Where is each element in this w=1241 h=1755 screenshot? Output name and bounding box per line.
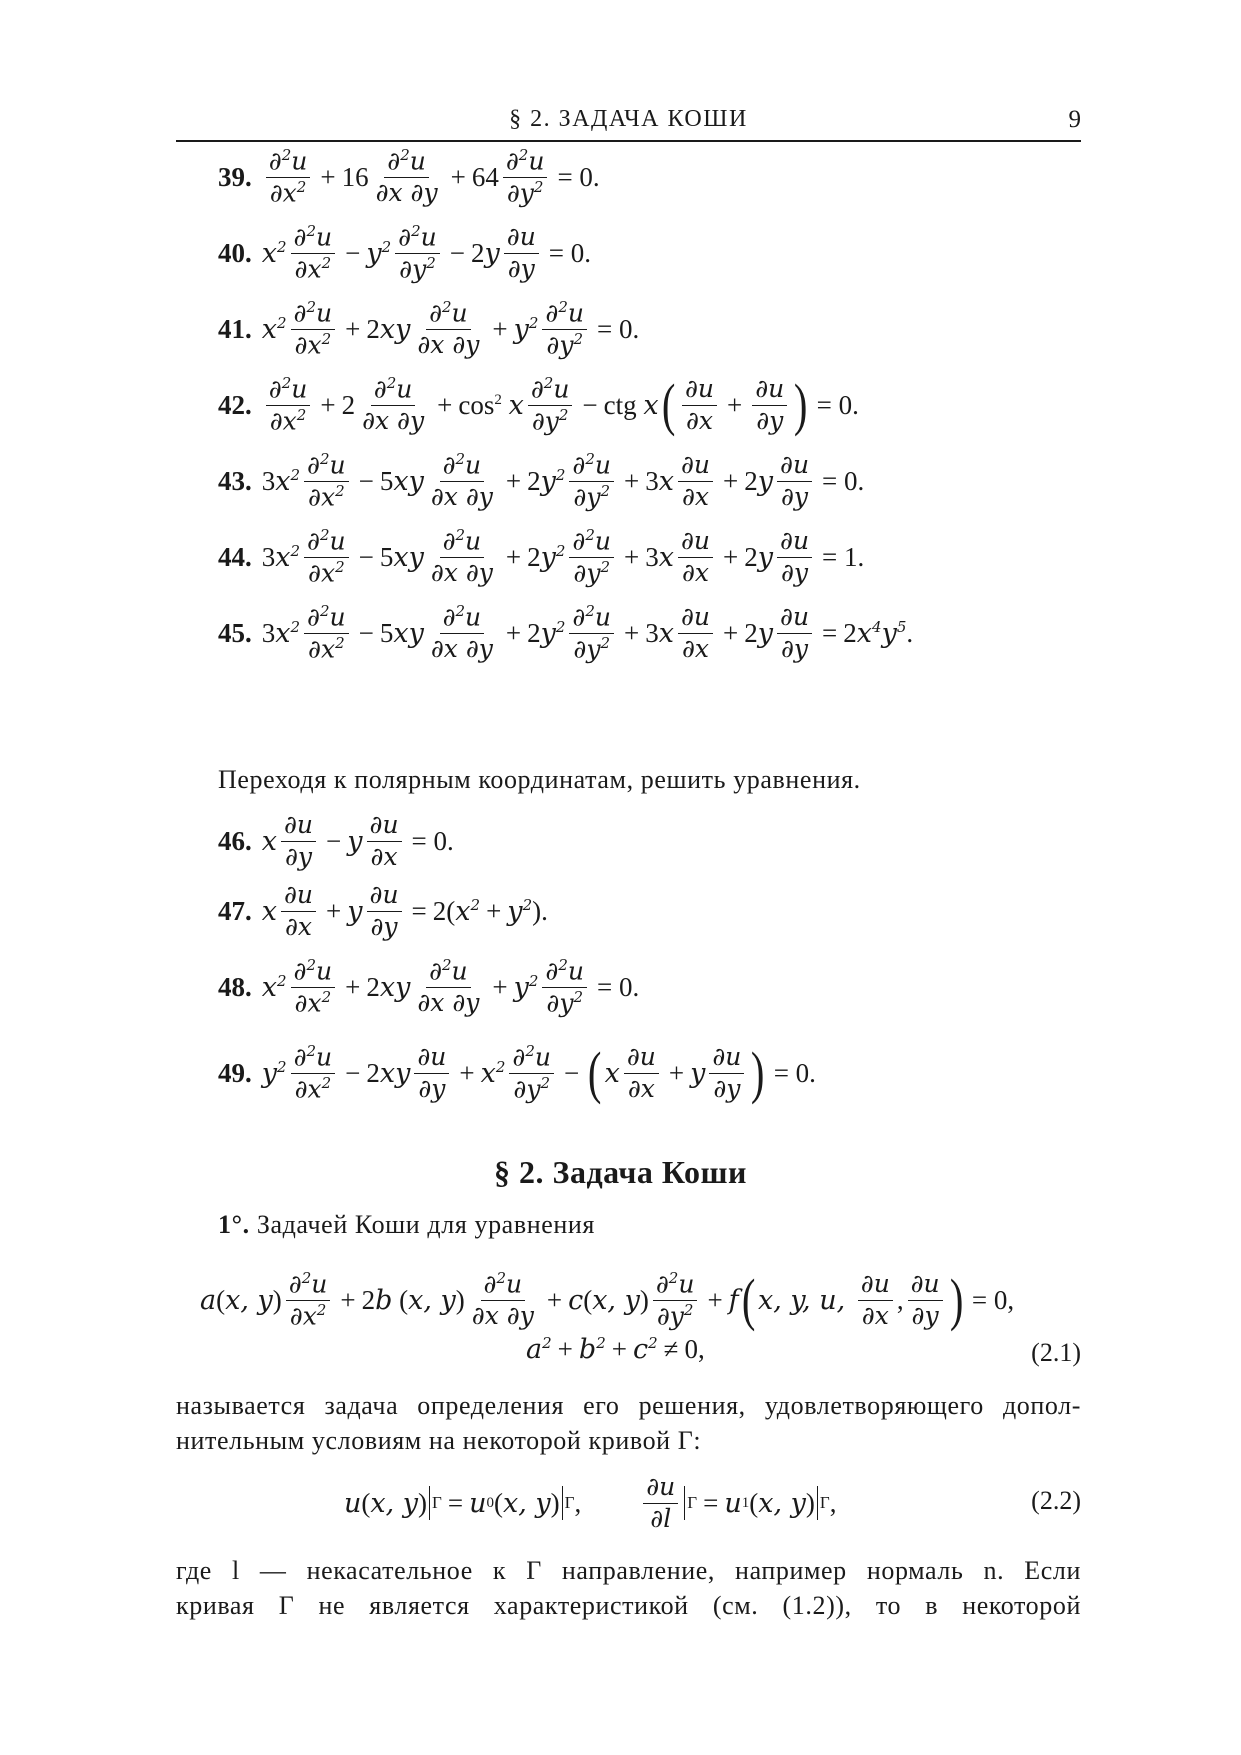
equation-number-2-1: (2.1) (1031, 1338, 1081, 1367)
problem-number: 45. (218, 617, 252, 648)
problem-number: 46. (218, 825, 252, 856)
item-1-intro (218, 1210, 595, 1240)
problem-43: 43. 3 $x^2$ $\frac{\partial^2u}{\partial x^2}$ − 5 xy $\frac{\partial^2u}{\partial x \partial y}$ + 2 $y^2$ $\frac{\partial^2u}{\partial y^2}$ + 3 x $\frac{\partial u}{\partial x}$ + 2 y $\frac{\partial u}{\partial y}$ = 0. (218, 449, 865, 512)
polar-instruction: Переходя к полярным координатам, решить уравнения. (218, 765, 861, 794)
section-title: § 2. Задача Коши (494, 1154, 747, 1190)
problem-44: 44. 3 $x^2$ $\frac{\partial^2u}{\partial x^2}$ − 5 xy $\frac{\partial^2u}{\partial x \partial y}$ + 2 $y^2$ $\frac{\partial^2u}{\partial y^2}$ + 3 x $\frac{\partial u}{\partial x}$ + 2 y $\frac{\partial u}{\partial y}$ = 1. (218, 525, 865, 588)
problem-47: 47. x $\frac{\partial u}{\partial x}$ + y $\frac{\partial u}{\partial y}$ = 2( $x^2$ + $y^2$ ). (218, 880, 548, 941)
problem-40: 40. $x^2$ $\frac{\partial^2u}{\partial x^2}$ − $y^2$ $\frac{\partial^2u}{\partial y^2}$ − 2 y $\frac{\partial u}{\partial y}$ = 0. (218, 221, 592, 284)
problem-45: 45. 3 $x^2$ $\frac{\partial^2u}{\partial x^2}$ − 5 xy $\frac{\partial^2u}{\partial x \partial y}$ + 2 $y^2$ $\frac{\partial^2u}{\partial y^2}$ + 3 x $\frac{\partial u}{\partial x}$ + 2 y $\frac{\partial u}{\partial y}$ = 2 $x^4y^5$ . (218, 601, 914, 664)
problem-number: 47. (218, 895, 252, 926)
paragraph-1-line2: нительным условиям на некоторой кривой Γ: (176, 1426, 702, 1455)
paragraph-1-line1: называется задача определения его решения, удовлетворяющего допол- (176, 1391, 1081, 1420)
problem-46: 46. x $\frac{\partial u}{\partial y}$ − y $\frac{\partial u}{\partial x}$ = 0. (218, 810, 454, 871)
equation-number-2-2: (2.2) (1031, 1486, 1081, 1515)
problem-41: 41. $x^2$ $\frac{\partial^2u}{\partial x^2}$ + 2 xy $\frac{\partial^2u}{\partial x \partial y}$ + $y^2$ $\frac{\partial^2u}{\partial y^2}$ = 0. (218, 297, 640, 360)
equation-2-1-line1: a ( x, y ) $\frac{\partial^2u}{\partial x^2}$ + 2 b ( x, y ) $\frac{\partial^2u}{\partial x \partial y}$ + c ( x, y ) $\frac{\partial^2u}{\partial y^2}$ + f ( x, y, u, $\frac{\partial u}{\partial x}$ , $\frac{\partial u}{\partial y}$ ) = 0, (200, 1267, 1015, 1332)
problem-number: 40. (218, 237, 252, 268)
running-head-title: § 2. ЗАДАЧА КОШИ (509, 106, 748, 132)
problem-42: 42. $\frac{\partial^2u}{\partial x^2}$ + 2 $\frac{\partial^2u}{\partial x \partial y}$ + $\cos^2$ x $\frac{\partial^2u}{\partial y^2}$ − ctg x ( $\frac{\partial u}{\partial x}$ + $\frac{\partial u}{\partial y}$ ) = 0. (218, 372, 859, 437)
page-number: 9 (1068, 106, 1081, 133)
problem-number: 39. (218, 161, 252, 192)
problem-48: 48. $x^2$ $\frac{\partial^2u}{\partial x^2}$ + 2 xy $\frac{\partial^2u}{\partial x \partial y}$ + $y^2$ $\frac{\partial^2u}{\partial y^2}$ = 0. (218, 955, 640, 1018)
problem-49: 49. $y^2$ $\frac{\partial^2u}{\partial x^2}$ − 2 xy $\frac{\partial u}{\partial y}$ + $x^2$ $\frac{\partial^2u}{\partial y^2}$ − ( x $\frac{\partial u}{\partial x}$ + y $\frac{\partial u}{\partial y}$ ) = 0. (218, 1040, 816, 1105)
item-text: Задачей Коши для уравнения (256, 1210, 595, 1239)
paragraph-2-line1: где l — некасательное к Γ направление, например нормаль n. Если (176, 1556, 1081, 1585)
item-label: 1°. (218, 1210, 250, 1239)
paragraph-2-line2: кривая Γ не является характеристикой (см. (1.2)), то в некоторой (176, 1591, 1081, 1620)
problem-number: 48. (218, 971, 252, 1002)
problem-number: 44. (218, 541, 252, 572)
problem-number: 49. (218, 1057, 252, 1088)
problem-number: 43. (218, 465, 252, 496)
problem-number: 41. (218, 313, 252, 344)
problem-39: 39. $\frac{\partial^2u}{\partial x^2}$ + 16 $\frac{\partial^2u}{\partial x \partial y}$ + 64 $\frac{\partial^2u}{\partial y^2}$ = 0. (218, 145, 600, 208)
equation-2-1-line2: $a^2 + b^2 + c^2 \ne 0$, (526, 1334, 705, 1365)
problem-number: 42. (218, 389, 252, 420)
equation-2-2: u ( x, y ) Γ = u 0 ( x, y ) Γ , $\frac{\partial u}{\partial l}$ Γ = u 1 ( x, y ) Γ , (344, 1472, 837, 1533)
